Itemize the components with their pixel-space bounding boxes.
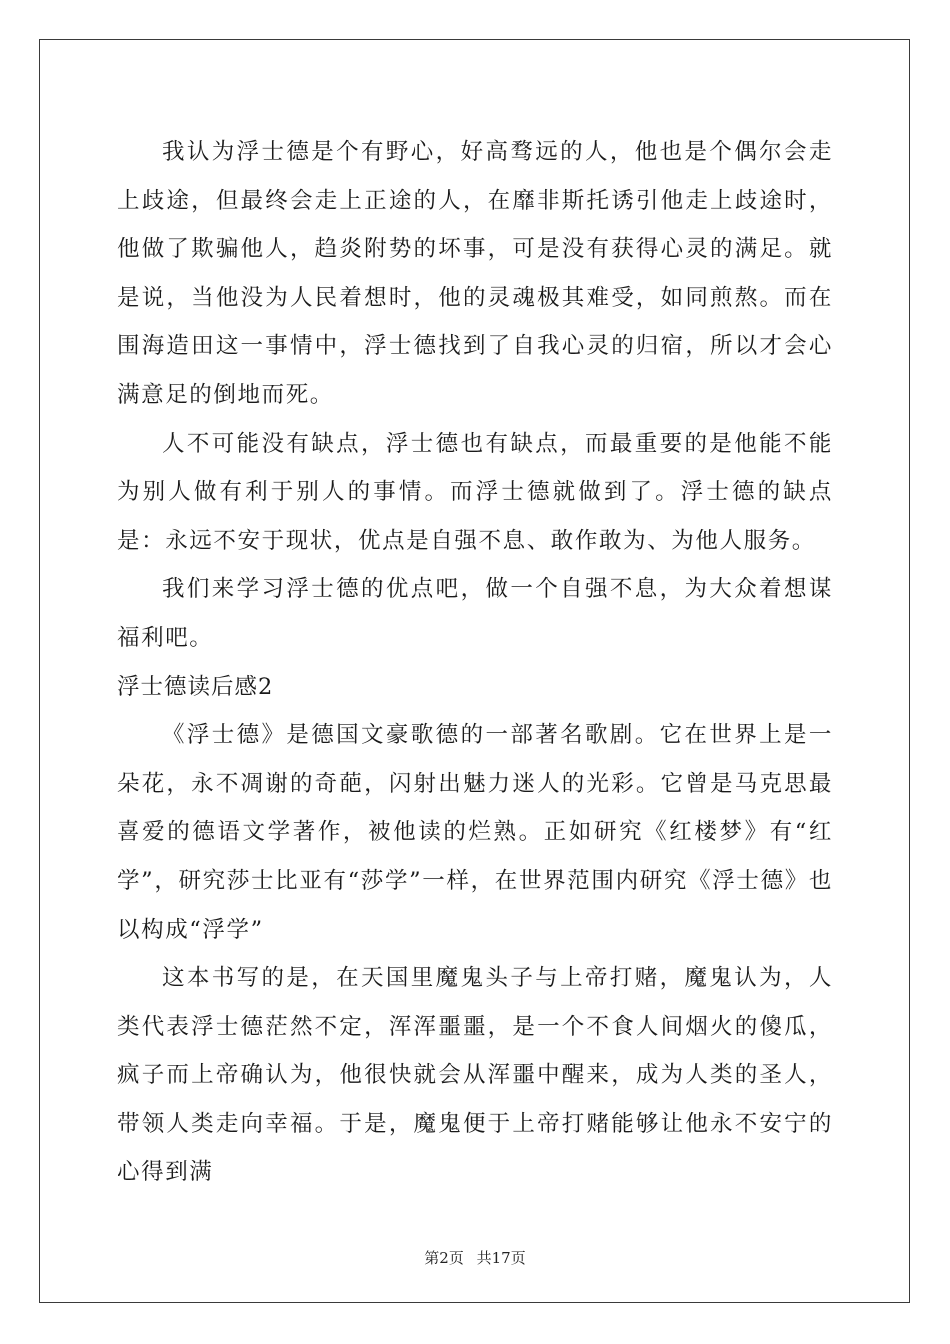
document-body: [117, 128, 833, 1197]
page-footer: [0, 1247, 950, 1268]
page-total: 共17页: [476, 1249, 526, 1267]
paragraph-2: 人不可能没有缺点，浮士德也有缺点，而最重要的是他能不能为别人做有利于别人的事情。而浮士德就做到了。浮士德的缺点是：永远不安于现状，优点是自强不息、敢作敢为、为他人服务。: [117, 430, 833, 554]
paragraph-3: 我们来学习浮士德的优点吧，做一个自强不息，为大众着想谋福利吧。: [117, 576, 833, 651]
paragraph-1: 我认为浮士德是个有野心，好高骛远的人，他也是个偶尔会走上歧途，但最终会走上正途的人，在靡非斯托诱引他走上歧途时，他做了欺骗他人，趋炎附势的坏事，可是没有获得心灵的满足。就是说，当他没为人民着想时，他的灵魂极其难受，如同煎熬。而在围海造田这一事情中，浮士德找到了自我心灵的归宿，所以才会心满意足的倒地而死。: [117, 139, 833, 408]
section-title: 浮士德读后感2: [117, 673, 274, 700]
section-paragraph-2: 这本书写的是，在天国里魔鬼头子与上帝打赌，魔鬼认为，人类代表浮士德茫然不定，浑浑噩噩，是一个不食人间烟火的傻瓜，疯子而上帝确认为，他很快就会从浑噩中醒来，成为人类的圣人，带领人类走向幸福。于是，魔鬼便于上帝打赌能够让他永不安宁的心得到满: [117, 965, 833, 1186]
section-paragraph-1: 《浮士德》是德国文豪歌德的一部著名歌剧。它在世界上是一朵花，永不凋谢的奇葩，闪射出魅力迷人的光彩。它曾是马克思最喜爱的德语文学著作，被他读的烂熟。正如研究《红楼梦》有“红学”，研究莎士比亚有“莎学”一样，在世界范围内研究《浮士德》也以构成“浮学”: [117, 722, 833, 943]
page-number: 第2页: [424, 1249, 464, 1267]
